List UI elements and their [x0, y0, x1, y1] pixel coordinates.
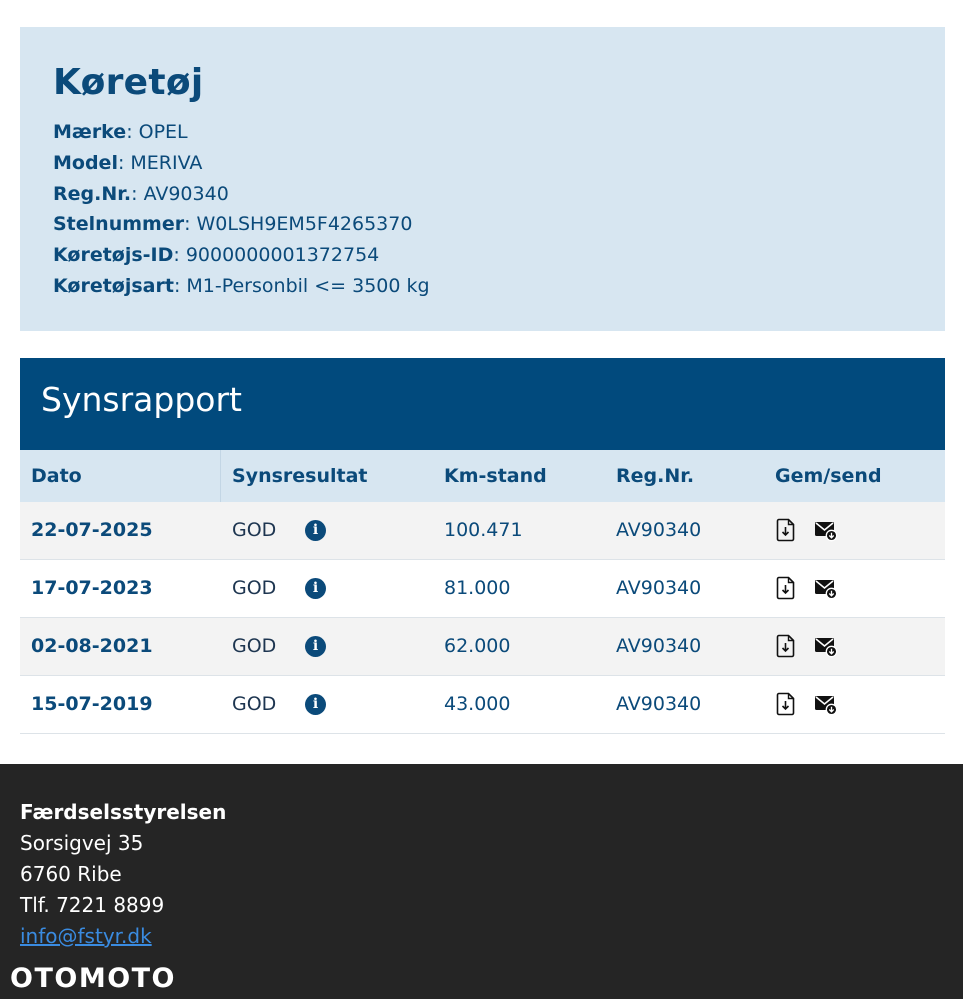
vehicle-id-label: Køretøjs-ID: [53, 244, 174, 267]
footer-address: Sorsigvej 35: [20, 831, 144, 855]
document-download-icon[interactable]: [776, 692, 796, 716]
row-date: 22-07-2025: [31, 519, 153, 541]
reg-label: Reg.Nr.: [53, 182, 132, 205]
column-header-result: Synsresultat: [232, 465, 368, 487]
document-download-icon[interactable]: [776, 634, 796, 658]
row-result: GOD: [232, 635, 277, 657]
vin-label: Stelnummer: [53, 213, 185, 236]
email-send-icon[interactable]: [814, 518, 838, 542]
column-header-save-send: Gem/send: [775, 465, 882, 487]
vehicle-type-value: : M1-Personbil <= 3500 kg: [173, 274, 430, 297]
table-row: [20, 618, 945, 676]
vehicle-model: [53, 148, 945, 179]
footer-email-link[interactable]: info@fstyr.dk: [20, 924, 152, 948]
row-result: GOD: [232, 693, 277, 715]
table-header: [20, 450, 945, 502]
vehicle-id-value: : 9000000001372754: [173, 244, 380, 267]
table-row: [20, 502, 945, 560]
vehicle-vin: [53, 209, 945, 240]
report-header: [20, 358, 945, 450]
footer-city: 6760 Ribe: [20, 862, 122, 886]
info-icon[interactable]: i: [305, 694, 326, 715]
vehicle-id: [53, 240, 945, 271]
row-reg: AV90340: [616, 519, 702, 541]
row-km: 43.000: [444, 693, 511, 715]
email-send-icon[interactable]: [814, 692, 838, 716]
column-header-reg: Reg.Nr.: [616, 465, 695, 487]
email-send-icon[interactable]: [814, 634, 838, 658]
vehicle-title: Køretøj: [53, 62, 204, 103]
row-date: 15-07-2019: [31, 693, 153, 715]
site-footer: [0, 764, 963, 999]
row-date: 17-07-2023: [31, 577, 153, 599]
vehicle-type-label: Køretøjsart: [53, 274, 174, 297]
table-row: [20, 676, 945, 734]
row-km: 81.000: [444, 577, 511, 599]
row-km: 100.471: [444, 519, 523, 541]
row-date: 02-08-2021: [31, 635, 153, 657]
document-download-icon[interactable]: [776, 518, 796, 542]
row-result: GOD: [232, 577, 277, 599]
vehicle-type: [53, 271, 945, 302]
email-send-icon[interactable]: [814, 576, 838, 600]
vehicle-make: [53, 117, 945, 148]
make-label: Mærke: [53, 121, 127, 143]
row-km: 62.000: [444, 635, 511, 657]
row-reg: AV90340: [616, 635, 702, 657]
inspection-table: [20, 450, 945, 734]
row-reg: AV90340: [616, 693, 702, 715]
make-value: : OPEL: [126, 121, 188, 143]
info-icon[interactable]: i: [305, 578, 326, 599]
row-reg: AV90340: [616, 577, 702, 599]
table-row: [20, 560, 945, 618]
row-result: GOD: [232, 519, 277, 541]
vin-value: : W0LSH9EM5F4265370: [184, 213, 413, 236]
brand-logo: OTOMOTO: [10, 963, 177, 994]
document-download-icon[interactable]: [776, 576, 796, 600]
column-divider: [220, 450, 221, 502]
vehicle-info-card: [20, 27, 945, 331]
info-icon[interactable]: i: [305, 520, 326, 541]
reg-value: : AV90340: [131, 182, 229, 205]
column-header-km: Km-stand: [444, 465, 547, 487]
vehicle-reg: [53, 179, 945, 210]
column-header-date: Dato: [31, 465, 82, 487]
model-label: Model: [53, 151, 118, 174]
footer-phone: Tlf. 7221 8899: [20, 893, 165, 917]
info-icon[interactable]: i: [305, 636, 326, 657]
footer-organization: Færdselsstyrelsen: [20, 800, 227, 824]
report-title: Synsrapport: [41, 380, 242, 419]
model-value: : MERIVA: [117, 151, 203, 174]
